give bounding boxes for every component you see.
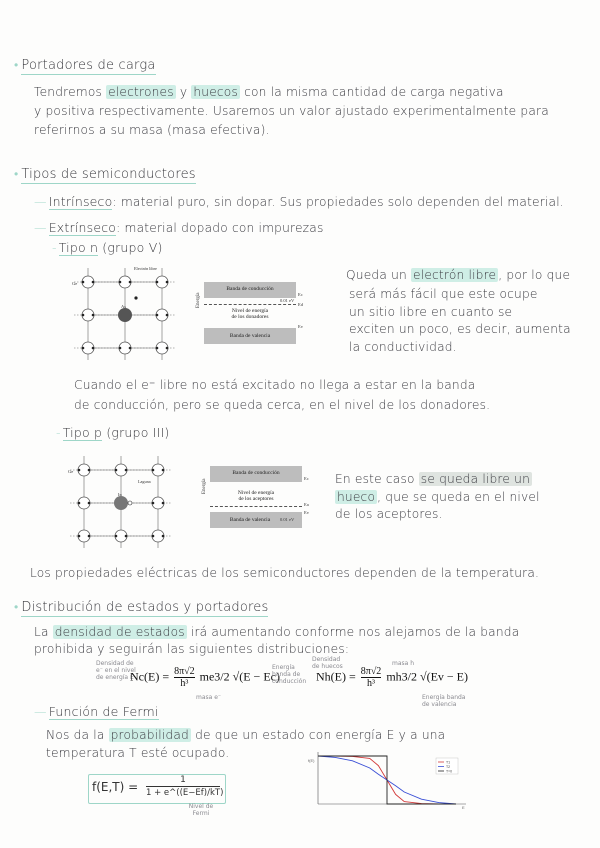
lattice-p-atom-label: Ge — [68, 469, 74, 474]
temperature-line: Los propiedades eléctricas de los semiconductores dependen de la temperatura. — [30, 566, 540, 580]
band-p-ev-label: Ev — [304, 510, 309, 515]
distribucion-line-1: La densidad de estados irá aumentando conforme nos alejamos de la banda — [34, 625, 520, 639]
lattice-n-atom-label: Ge — [72, 281, 78, 286]
portadores-line-1: Tendremos electrones y huecos con la misma cantidad de carga negativa — [34, 85, 504, 99]
band-p-figure — [202, 466, 312, 530]
bullet-icon: • — [14, 600, 19, 614]
tipo-p-note-1: En este caso se queda libre un — [335, 472, 530, 486]
fermi-formula-fraction: 1 1 + e^((E−Ef)/kT) — [146, 775, 224, 798]
fermi-line-1: Nos da la probabilidad de que un estado con energía E y a una — [46, 728, 446, 742]
band-p-ea-label: Ea — [304, 502, 309, 507]
lattice-n-center-label: As — [121, 304, 127, 309]
highlight-hueco: hueco — [337, 490, 376, 504]
bullet-icon: • — [14, 58, 19, 72]
series-line-t0 — [318, 756, 456, 804]
band-n-figure — [196, 282, 306, 346]
formula-h-annot-mass: masa h — [392, 660, 415, 667]
highlight-densidad-estados: densidad de estados — [54, 625, 185, 639]
highlight-electrones: electrones — [108, 85, 174, 99]
band-n-gap: 0.01 eV — [280, 298, 295, 303]
formula-h-annot-right: Energía banda de valencia — [422, 694, 466, 708]
band-p-conduction: Banda de conducción — [232, 470, 280, 476]
dash-icon: — — [34, 704, 47, 719]
legend-label: T1 — [446, 760, 451, 765]
formula-h-annot-top: Densidad de huecos — [312, 656, 343, 670]
highlight-probabilidad: probabilidad — [110, 728, 189, 742]
tipo-p-note-2: hueco , que se queda en el nivel — [337, 490, 540, 504]
tipo-n-note-1: Queda un electrón libre , por lo que — [346, 268, 571, 282]
lattice-p-center-label: In — [118, 492, 122, 497]
highlight-queda-libre: se queda libre un — [420, 472, 530, 486]
tipo-n-after-1: Cuando el e⁻ libre no está excitado no llega a estar en la banda — [74, 378, 476, 392]
band-n-ev-label: Ev — [298, 324, 303, 329]
band-p-side-label: Energía — [202, 478, 207, 494]
formula-n-fraction: $\frac{8\pi√2}{\text{h³}}$ — [174, 666, 195, 689]
heading-fermi: — Función de Fermi — [34, 704, 159, 719]
fermi-chart — [306, 748, 476, 810]
formula-n: Nc(E) = $\frac{8\pi√2}{\text{h³}}$ me3/2 √(E − Ec) — [130, 666, 280, 689]
bullet-icon: • — [14, 167, 19, 181]
chart-y-label: f(E) — [308, 758, 315, 763]
tipo-p-note-3: de los aceptores. — [335, 507, 443, 521]
dash-icon: — — [34, 194, 47, 209]
fermi-line-2: temperatura T esté ocupado. — [46, 746, 230, 760]
band-p-ec-label: Ec — [304, 476, 309, 481]
formula-h-fraction: $\frac{8\pi√2}{\text{h³}}$ — [360, 666, 382, 689]
tipo-n-note-2: será más fácil que este ocupe — [349, 287, 538, 301]
lattice-p-hole-label: Laguna — [138, 479, 151, 484]
formula-n-annot-mass: masa e⁻ — [196, 694, 222, 701]
dash-icon: - — [56, 425, 61, 440]
highlight-electron-libre: electrón libre — [413, 268, 497, 282]
band-n-conduction: Banda de conducción — [226, 286, 274, 292]
formula-n-annot-right: Energía banda de conducción — [272, 664, 307, 685]
band-p-valence: Banda de valencia — [229, 517, 271, 523]
formula-h: Nh(E) = $\frac{8\pi√2}{\text{h³}}$ mh3/2 √(Ev − E) — [316, 666, 468, 689]
band-n-side-label: Energía — [196, 292, 201, 308]
legend-label: T=0 — [446, 769, 453, 774]
tipo-p-heading: - Tipo p (grupo III) — [56, 425, 170, 440]
fermi-formula-lhs: f(E,T) = — [92, 780, 139, 794]
extrinseco-line: — Extrínseco: material dopado con impurezas — [34, 220, 324, 235]
formula-n-annot-top: Densidad de e⁻ en el nivel de energía E — [96, 660, 136, 681]
legend-label: T2 — [446, 765, 451, 769]
band-p-acceptor-level: Nivel de energía de los aceptores — [237, 490, 275, 502]
heading-distribucion: • Distribución de estados y portadores — [14, 600, 269, 615]
portadores-line-2: y positiva respectivamente. Usaremos un valor ajustado experimentalmente para — [34, 104, 549, 118]
heading-tipos: • Tipos de semiconductores — [14, 167, 196, 182]
tipo-n-note-4: exciten un poco, es decir, aumenta — [349, 322, 571, 336]
lattice-n-free-electron-label: Electrón libre — [134, 266, 157, 271]
portadores-line-3: referirnos a su masa (masa efectiva). — [34, 123, 270, 137]
tipo-n-note-5: la conductividad. — [349, 340, 457, 354]
band-n-ed-label: Ed — [298, 302, 303, 307]
band-n-donor-level: Nivel de energía de los donadores — [231, 308, 269, 320]
distribucion-line-2: prohibida y seguirán las siguientes distribuciones: — [34, 642, 350, 656]
highlight-huecos: huecos — [193, 85, 239, 99]
dash-icon: — — [34, 220, 47, 235]
dash-icon: - — [52, 240, 57, 255]
tipo-n-heading: - Tipo n (grupo V) — [52, 240, 163, 255]
tipo-n-note-3: un sitio libre en cuanto se — [349, 305, 513, 319]
heading-portadores: • Portadores de carga — [14, 58, 156, 73]
tipo-n-after-2: de conducción, pero se queda cerca, en el nivel de los donadores. — [74, 398, 491, 412]
lattice-n-figure — [70, 260, 180, 364]
fermi-annot: Nivel de Fermi — [188, 803, 214, 817]
band-n-valence: Banda de valencia — [229, 333, 271, 339]
intrinseco-line: — Intrínseco: material puro, sin dopar. Sus propiedades solo dependen del material. — [34, 194, 564, 209]
band-n-ec-label: Ec — [298, 292, 303, 297]
chart-x-label: E — [462, 805, 465, 810]
band-p-gap: 0.01 eV — [280, 517, 295, 522]
lattice-p-figure — [66, 448, 176, 552]
